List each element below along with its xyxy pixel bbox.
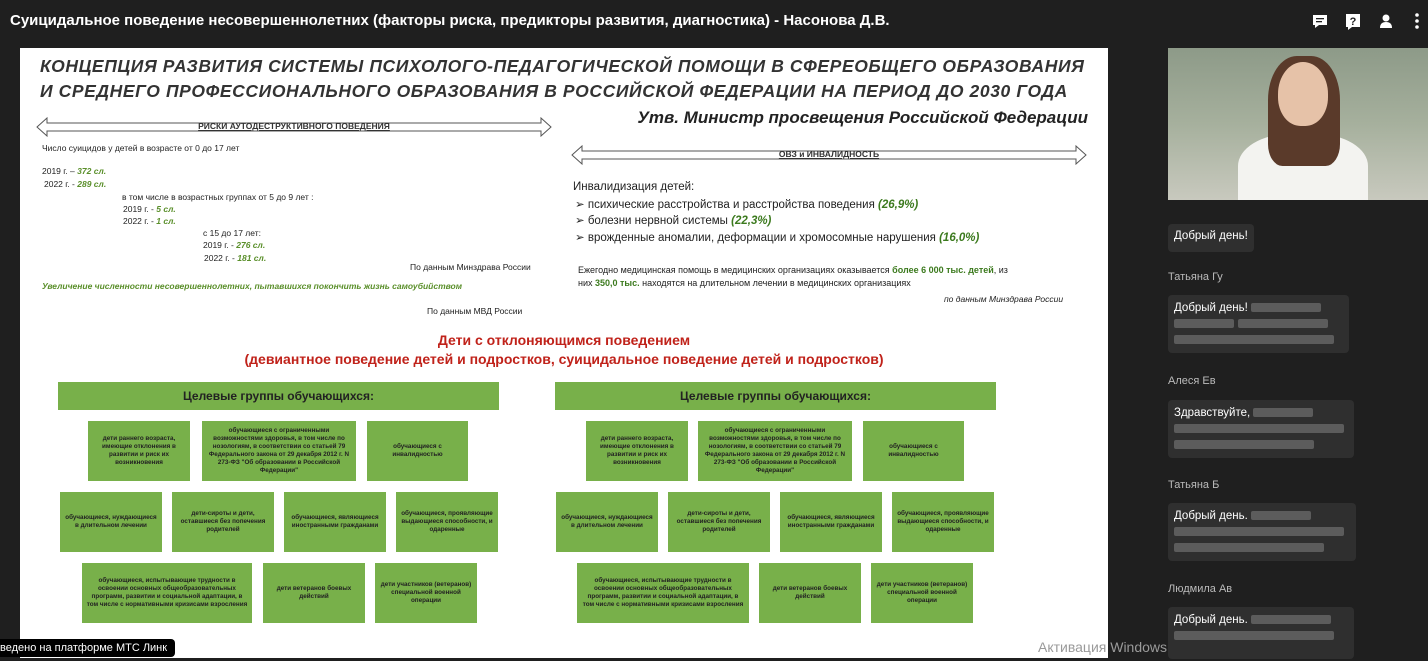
group-box: дети-сироты и дети, оставшиеся без попечения родителей — [172, 492, 274, 552]
approved-by: Утв. Министр просвещения Российской Федерации — [637, 108, 1088, 127]
source-mvd: По данным МВД России — [427, 306, 523, 316]
group-box: обучающиеся, нуждающиеся в длительном лечении — [60, 492, 162, 552]
group-box: дети участников (ветеранов) специальной военной операции — [375, 563, 477, 623]
redacted-text — [1174, 440, 1314, 449]
target-groups-band-right: Целевые группы обучающихся: — [555, 382, 996, 410]
stat-2019: 2019 г. – 372 сл. — [42, 166, 107, 176]
platform-label: ведено на платформе МТС Линк — [0, 639, 175, 657]
redacted-text — [1174, 319, 1234, 328]
group-box: обучающиеся, являющиеся иностранными гражданами — [284, 492, 386, 552]
windows-activation-watermark: Активация Windows — [1038, 639, 1168, 655]
source-minzdrav-right: по данным Минздрава России — [944, 294, 1064, 304]
deviant-subtitle: (девиантное поведение детей и подростков, суицидальное поведение детей и подростков) — [244, 351, 884, 367]
disability-heading: Инвалидизация детей: — [573, 181, 695, 193]
webinar-title: Суицидальное поведение несовершеннолетних (факторы риска, предикторы развития, диагностика) - Насонова Д.В. — [10, 12, 890, 29]
disability-item-1: ➢ психические расстройства и расстройства поведения (26,9%) — [575, 199, 919, 211]
medical-help-line2: них 350,0 тыс. находятся на длительном лечении в медицинских организациях — [578, 278, 911, 288]
more-icon[interactable] — [1410, 12, 1424, 32]
chat-icon[interactable] — [1310, 12, 1330, 32]
chat-message-text: Здравствуйте, — [1174, 407, 1348, 419]
speaker-face — [1278, 62, 1328, 126]
group-box: обучающиеся с ограниченными возможностями здоровья, в том числе по нозологиям, в соответствии со статьей 79 Федерального закона от 29 декабря 2012 г. N 273-ФЗ "Об образовании в Российской Федерации" — [698, 421, 852, 481]
redacted-text — [1238, 319, 1328, 328]
deviant-title: Дети с отклоняющимся поведением — [437, 332, 691, 348]
chat-author: Татьяна Б — [1168, 479, 1220, 491]
stat-g2-2022: 2022 г. - 181 сл. — [204, 253, 267, 263]
group-box: обучающиеся, испытывающие трудности в освоении основных общеобразовательных программ, развитии и социальной адаптации, в том числе с нормативными кризисами взросления — [82, 563, 252, 623]
medical-help-line1: Ежегодно медицинская помощь в медицинских организациях оказывается более 6 000 тыс. детей, из — [578, 265, 1008, 275]
risks-arrow-label: РИСКИ АУТОДЕСТРУКТИВНОГО ПОВЕДЕНИЯ — [198, 121, 390, 131]
user-icon[interactable] — [1376, 12, 1396, 32]
chat-message — [1168, 503, 1356, 561]
target-groups-band-left: Целевые группы обучающихся: — [58, 382, 499, 410]
disability-arrow — [571, 145, 1087, 165]
chat-author: Татьяна Гу — [1168, 271, 1223, 283]
chat-message-text: Добрый день. — [1174, 510, 1350, 522]
disability-arrow-label: ОВЗ и ИНВАЛИДНОСТЬ — [778, 149, 880, 159]
group-box: дети раннего возраста, имеющие отклонения в развитии и риск их возникновения — [88, 421, 190, 481]
disability-item-2: ➢ болезни нервной системы (22,3%) — [575, 215, 772, 227]
chat-message-text: Добрый день! — [1174, 230, 1248, 242]
chat-author: Людмила Ав — [1168, 583, 1233, 595]
group-box: дети раннего возраста, имеющие отклонения в развитии и риск их возникновения — [586, 421, 688, 481]
redacted-text — [1174, 527, 1344, 536]
redacted-text — [1174, 631, 1334, 640]
redacted-text — [1251, 615, 1331, 624]
slide-title: КОНЦЕПЦИЯ РАЗВИТИЯ СИСТЕМЫ ПСИХОЛОГО-ПЕДАГОГИЧЕСКОЙ ПОМОЩИ В СФЕРЕОБЩЕГО ОБРАЗОВАНИЯ И СРЕДНЕГО ПРОФЕССИОНАЛЬНОГО ОБРАЗОВАНИЯ В РОССИЙСКОЙ ФЕДЕРАЦИИ НА ПЕРИОД ДО 2030 ГОДА — [40, 56, 1085, 101]
chat-message-text: Добрый день. — [1174, 614, 1348, 626]
source-minzdrav: По данным Минздрава России — [410, 262, 531, 272]
suicide-stats-intro: Число суицидов у детей в возрасте от 0 до 17 лет — [42, 143, 240, 153]
group-box: обучающиеся с инвалидностью — [367, 421, 468, 481]
group-box: обучающиеся, испытывающие трудности в освоении основных общеобразовательных программ, развитии и социальной адаптации, в том числе с нормативными кризисами взросления — [577, 563, 749, 623]
redacted-text — [1251, 511, 1311, 520]
chat-message — [1168, 607, 1354, 659]
stat-g1-2019: 2019 г. - 5 сл. — [123, 204, 176, 214]
stat-group2: с 15 до 17 лет: — [203, 228, 261, 238]
redacted-text — [1253, 408, 1313, 417]
stat-group1: в том числе в возрастных группах от 5 до 9 лет : — [122, 192, 314, 202]
stat-2022: 2022 г. - 289 сл. — [44, 179, 107, 189]
svg-text:?: ? — [1349, 16, 1357, 28]
group-box: дети ветеранов боевых действий — [263, 563, 365, 623]
speaker-video[interactable] — [1168, 48, 1428, 200]
chat-message — [1168, 400, 1354, 458]
group-box: обучающиеся, нуждающиеся в длительном лечении — [556, 492, 658, 552]
group-box: обучающиеся с инвалидностью — [863, 421, 964, 481]
disability-item-3: ➢ врожденные аномалии, деформации и хромосомные нарушения (16,0%) — [575, 232, 980, 244]
increase-note: Увеличение численности несовершеннолетних, пытавшихся покончить жизнь самоубийством — [42, 281, 463, 291]
redacted-text — [1174, 335, 1334, 344]
redacted-text — [1251, 303, 1321, 312]
stat-g2-2019: 2019 г. - 276 сл. — [203, 240, 266, 250]
help-icon[interactable] — [1343, 12, 1363, 32]
redacted-text — [1174, 543, 1324, 552]
chat-message — [1168, 224, 1254, 252]
group-box: дети ветеранов боевых действий — [759, 563, 861, 623]
chat-author: Алеся Ев — [1168, 375, 1216, 387]
presentation-slide — [20, 48, 1108, 658]
risks-arrow — [36, 117, 552, 137]
chat-message — [1168, 295, 1349, 353]
group-box: обучающиеся, проявляющие выдающиеся способности, и одаренные — [396, 492, 498, 552]
top-bar — [0, 0, 1428, 44]
group-box: дети участников (ветеранов) специальной военной операции — [871, 563, 973, 623]
group-box: обучающиеся, проявляющие выдающиеся способности, и одаренные — [892, 492, 994, 552]
redacted-text — [1174, 424, 1344, 433]
chat-message-text: Добрый день! — [1174, 302, 1343, 314]
group-box: дети-сироты и дети, оставшиеся без попечения родителей — [668, 492, 770, 552]
group-box: обучающиеся с ограниченными возможностями здоровья, в том числе по нозологиям, в соответствии со статьей 79 Федерального закона от 29 декабря 2012 г. N 273-ФЗ "Об образовании в Российской Федерации" — [202, 421, 356, 481]
stat-g1-2022: 2022 г. - 1 сл. — [123, 216, 176, 226]
group-box: обучающиеся, являющиеся иностранными гражданами — [780, 492, 882, 552]
